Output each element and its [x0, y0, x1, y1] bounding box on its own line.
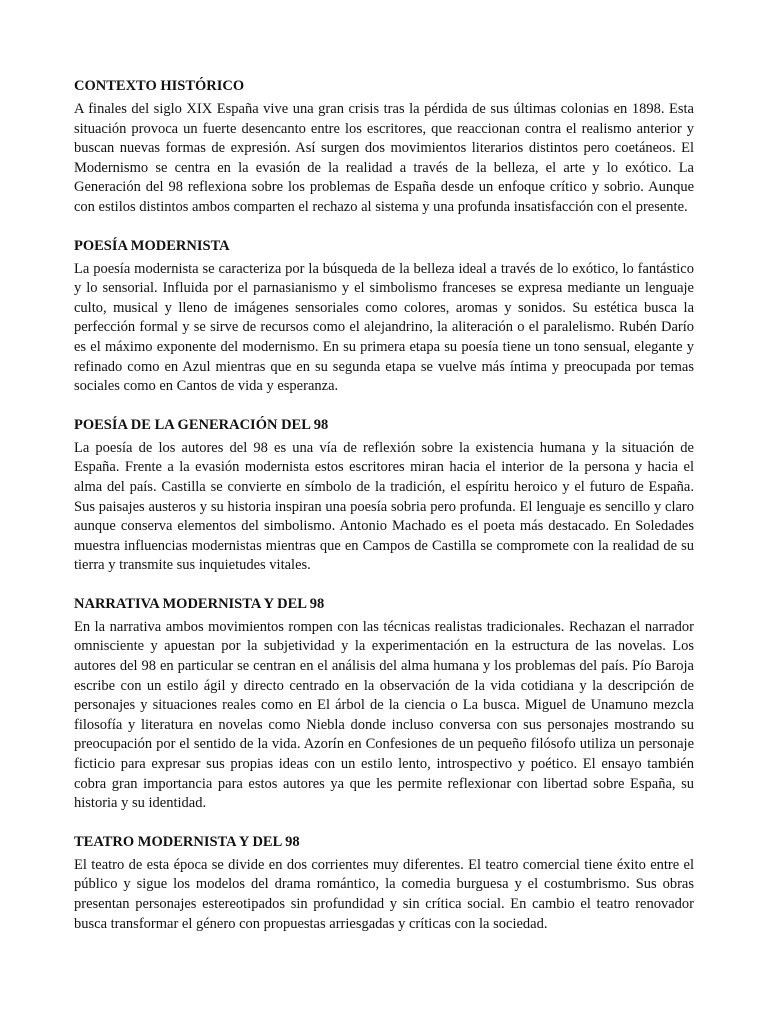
section-heading: CONTEXTO HISTÓRICO	[74, 78, 245, 94]
section-heading: TEATRO MODERNISTA Y DEL 98	[74, 833, 300, 850]
section-poesia-generacion-98	[74, 415, 694, 576]
document-page	[74, 76, 694, 952]
section-body: En la narrativa ambos movimientos rompen con las técnicas realistas tradicionales. Rechazan el narrador omnisciente y apuestan por la subjetividad y la experimentación en la estructura de las novelas. Los autores del 98 en particular se centran en el análisis del alma humana y los problemas del país. Pío Baroja escribe con un estilo ágil y directo centrado en la observación de la vida cotidiana y la descripción de personajes y situaciones reales como en El árbol de la ciencia o La busca. Miguel de Unamuno mezcla filosofía y literatura en novelas como Niebla donde incluso conversa con sus personajes mostrando su preocupación por el sentido de la vida. Azorín en Confesiones de un pequeño filósofo utiliza un personaje ficticio para expresar sus propias ideas con un estilo lento, introspectivo y poético. El ensayo también cobra gran importancia para estos autores ya que les permite reflexionar con libertad sobre España, su historia y su identidad.	[74, 618, 694, 812]
section-heading: POESÍA MODERNISTA	[74, 237, 230, 254]
section-body: A finales del siglo XIX España vive una gran crisis tras la pérdida de sus últimas colonias en 1898. Esta situación provoca un fuerte desencanto entre los escritores, que reaccionan contra el realismo anterior y buscan nuevas formas de expresión. Así surgen dos movimientos literarios distintos pero coetáneos. El Modernismo se centra en la evasión de la realidad a través de la belleza, el arte y lo exótico. La Generación del 98 reflexiona sobre los problemas de España desde un enfoque crítico y sobrio. Aunque con estilos distintos ambos comparten el rechazo al sistema y una profunda insatisfacción con el presente.	[74, 101, 694, 215]
section-body: La poesía modernista se caracteriza por la búsqueda de la belleza ideal a través de lo exótico, lo fantástico y lo sensorial. Influida por el parnasianismo y el simbolismo franceses se expresa mediante un lenguaje culto, musical y lleno de imágenes sensoriales como colores, aromas y sonidos. Su estética busca la perfección formal y se sirve de recursos como el alejandrino, la aliteración o el paralelismo. Rubén Darío es el máximo exponente del modernismo. En su primera etapa su poesía tiene un tono sensual, elegante y refinado como en Azul mientras que en su segunda etapa se vuelve más íntima y preocupada por temas sociales como en Cantos de vida y esperanza.	[74, 260, 694, 395]
section-teatro	[74, 832, 694, 934]
section-contexto-historico	[74, 76, 694, 218]
section-body: El teatro de esta época se divide en dos corrientes muy diferentes. El teatro comercial tiene éxito entre el público y sigue los modelos del drama romántico, la comedia burguesa y el costumbrismo. Sus obras presentan personajes estereotipados sin profundidad y sin crítica social. En cambio el teatro renovador busca transformar el género con propuestas arriesgadas y críticas con la sociedad.	[74, 856, 694, 932]
section-poesia-modernista	[74, 236, 694, 397]
section-narrativa	[74, 594, 694, 814]
section-heading: NARRATIVA MODERNISTA Y DEL 98	[74, 595, 325, 612]
section-heading: POESÍA DE LA GENERACIÓN DEL 98	[74, 416, 329, 433]
section-body: La poesía de los autores del 98 es una vía de reflexión sobre la existencia humana y la situación de España. Frente a la evasión modernista estos escritores miran hacia el interior de la persona y hacia el alma del país. Castilla se convierte en símbolo de la tradición, el espíritu heroico y el futuro de España. Sus paisajes austeros y su historia inspiran una poesía sobria pero profunda. El lenguaje es sencillo y claro aunque conserva elementos del simbolismo. Antonio Machado es el poeta más destacado. En Soledades muestra influencias modernistas mientras que en Campos de Castilla se compromete con la realidad de su tierra y transmite sus inquietudes vitales.	[74, 439, 694, 574]
